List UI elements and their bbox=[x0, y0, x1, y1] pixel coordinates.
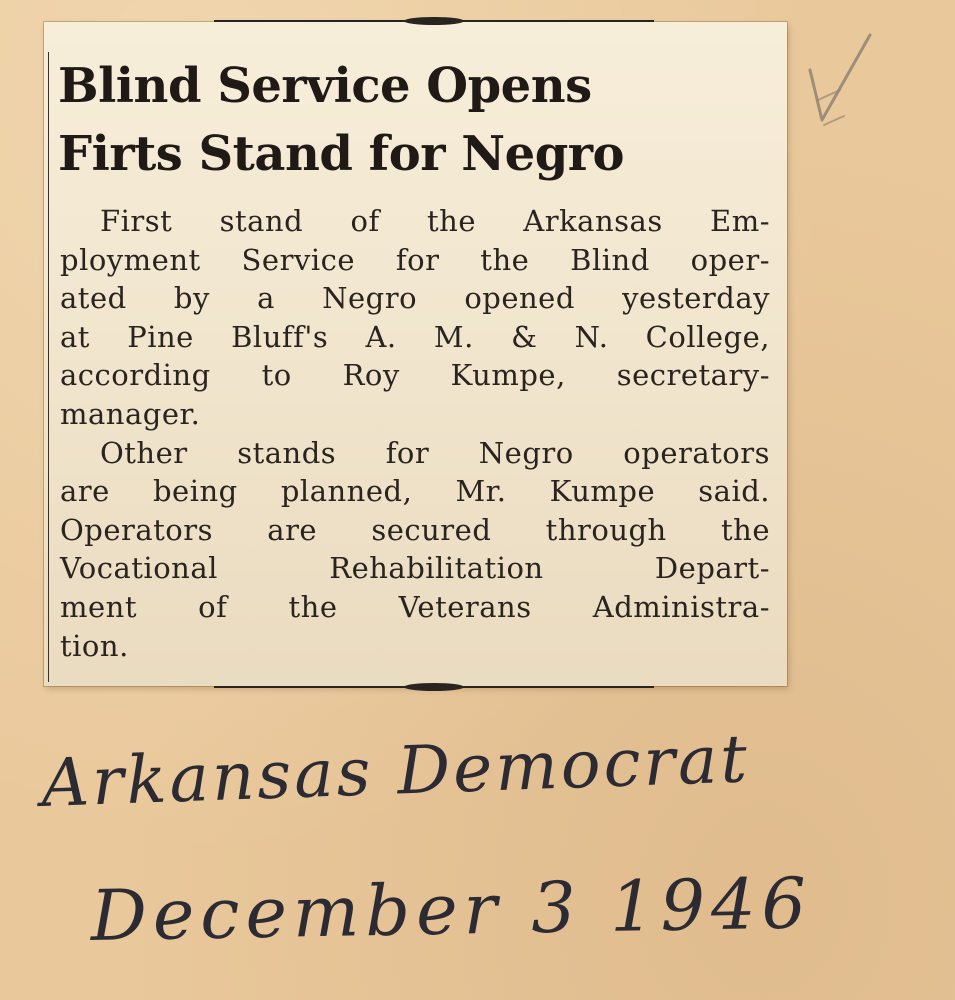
article-line: manager. bbox=[60, 396, 201, 431]
article-line: Other stands for Negro operators bbox=[100, 435, 770, 470]
headline-line-1: Blind Service Opens bbox=[58, 58, 592, 114]
left-rule bbox=[48, 52, 49, 682]
article-line: Operators are secured through the bbox=[60, 512, 770, 547]
handwritten-newspaper-name: Arkansas Democrat bbox=[40, 720, 752, 822]
article-line: First stand of the Arkansas Em- bbox=[100, 204, 770, 238]
article-line: ployment Service for the Blind oper- bbox=[60, 242, 770, 277]
article-body bbox=[60, 202, 770, 665]
newspaper-clipping bbox=[44, 22, 787, 686]
article-line: ated by a Negro opened yesterday bbox=[60, 281, 770, 316]
article-line: ment of the Veterans Administra- bbox=[60, 589, 770, 624]
headline-line-2: Firts Stand for Negro bbox=[58, 126, 625, 182]
top-rule bbox=[214, 20, 654, 22]
check-mark-icon bbox=[800, 30, 880, 140]
headline bbox=[58, 52, 778, 188]
article-line: at Pine Bluff's A. M. & N. College, bbox=[60, 319, 770, 354]
article-line: according to Roy Kumpe, secretary- bbox=[60, 358, 770, 393]
article-line: are being planned, Mr. Kumpe said. bbox=[60, 474, 770, 509]
bottom-rule bbox=[214, 686, 654, 688]
article-line: Vocational Rehabilitation Depart- bbox=[60, 551, 770, 586]
handwritten-date: December 3 1946 bbox=[90, 862, 813, 957]
article-line: tion. bbox=[60, 628, 129, 663]
